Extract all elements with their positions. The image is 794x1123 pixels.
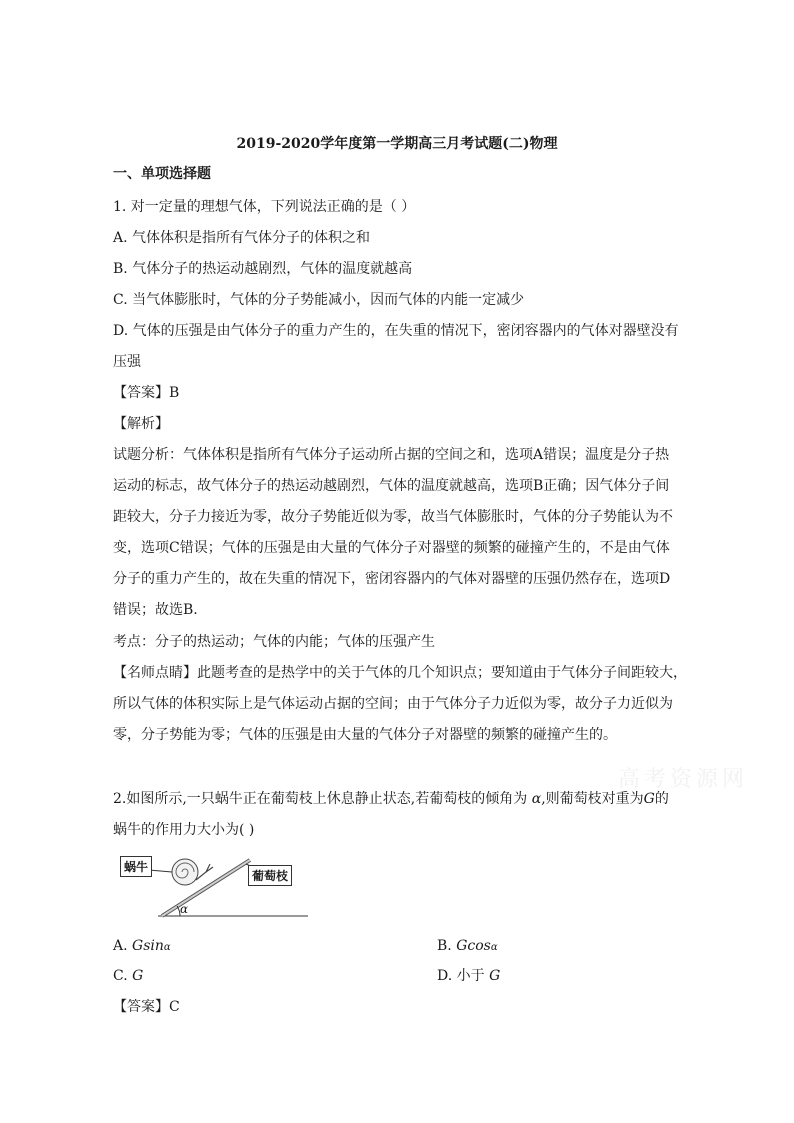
angle-label: α [180,902,189,916]
snail-figure [118,850,308,920]
q1-stem: 1. 对一定量的理想气体，下列说法正确的是（ ） [113,199,416,215]
q1-kaodian: 考点：分子的热运动；气体的内能；气体的压强产生 [113,634,435,650]
q1-analysis-line: 距较大，分子力接近为零，故分子势能近似为零，故当气体膨胀时，气体的分子势能认为不 [113,509,673,525]
page-title: 2019-2020学年度第一学期高三月考试题(二)物理 [236,136,558,152]
q2-option-prefix: D. 小于 [437,968,490,984]
q2-stem-part: 的 [654,791,669,807]
q1-option-d: D. 气体的压强是由气体分子的重力产生的，在失重的情况下，密闭容器内的气体对器壁没有 [113,323,679,339]
watermark: 高考资源网 [618,767,749,792]
q2-stem-cont: 蜗牛的作用力大小为( ) [113,822,255,838]
q1-analysis-line: 错误；故选B. [113,602,198,618]
q2-stem-part: ,则葡萄枝对重为 [541,791,644,807]
q2-stem [113,789,669,809]
q2-option-prefix: C. [113,968,133,984]
g-symbol: G [643,791,655,807]
q2-option-b [437,936,498,958]
snail-label: 蜗牛 [120,856,152,877]
q2-option-d [437,966,500,986]
alpha-symbol: α [163,942,171,953]
q2-option-b-expr: Gcos [456,938,491,954]
q2-option-a [113,936,171,958]
q1-answer: 【答案】B [113,385,180,401]
q1-option-a: A. 气体体积是指所有气体分子的体积之和 [113,230,371,246]
q1-analysis-line: 分子的重力产生的，故在失重的情况下，密闭容器内的气体对器壁的压强仍然存在，选项D [113,571,671,587]
q1-option-c: C. 当气体膨胀时，气体的分子势能减小，因而气体的内能一定减少 [113,292,525,308]
branch-label: 葡萄枝 [248,865,292,886]
q1-analysis-heading: 【解析】 [113,416,169,432]
q1-analysis-line: 运动的标志，故气体分子的热运动越剧烈，气体的温度就越高，选项B正确；因气体分子间 [113,478,670,494]
q2-option-prefix: B. [437,938,457,954]
g-symbol: G [489,968,501,984]
g-symbol: G [132,968,144,984]
q1-comment-line: 零，分子势能为零；气体的压强是由大量的气体分子对器壁的频繁的碰撞产生的。 [113,727,617,743]
q1-comment-line: 所以气体的体积实际上是气体运动占据的空间；由于气体分子力近似为零，故分子力近似为 [113,696,673,712]
q2-option-a-expr: Gsin [132,938,164,954]
section-heading: 一、单项选择题 [113,166,211,182]
q2-stem-part: 2.如图所示,一只蜗牛正在葡萄枝上休息静止状态,若葡萄枝的倾角为 [113,791,532,807]
alpha-symbol: α [531,791,542,807]
q1-analysis-line: 试题分析：气体体积是指所有气体分子运动所占据的空间之和，选项A错误；温度是分子热 [113,447,670,463]
q2-option-prefix: A. [113,938,133,954]
alpha-symbol: α [490,942,498,953]
q1-option-d-cont: 压强 [113,354,141,370]
q2-answer: 【答案】C [113,999,180,1015]
q1-comment-line: 【名师点睛】此题考查的是热学中的关于气体的几个知识点；要知道由于气体分子间距较大， [113,665,687,681]
q2-option-c [113,966,143,986]
q1-option-b: B. 气体分子的热运动越剧烈，气体的温度就越高 [113,261,413,277]
q1-analysis-line: 变，选项C错误；气体的压强是由大量的气体分子对器壁的频繁的碰撞产生的，不是由气体 [113,540,670,556]
